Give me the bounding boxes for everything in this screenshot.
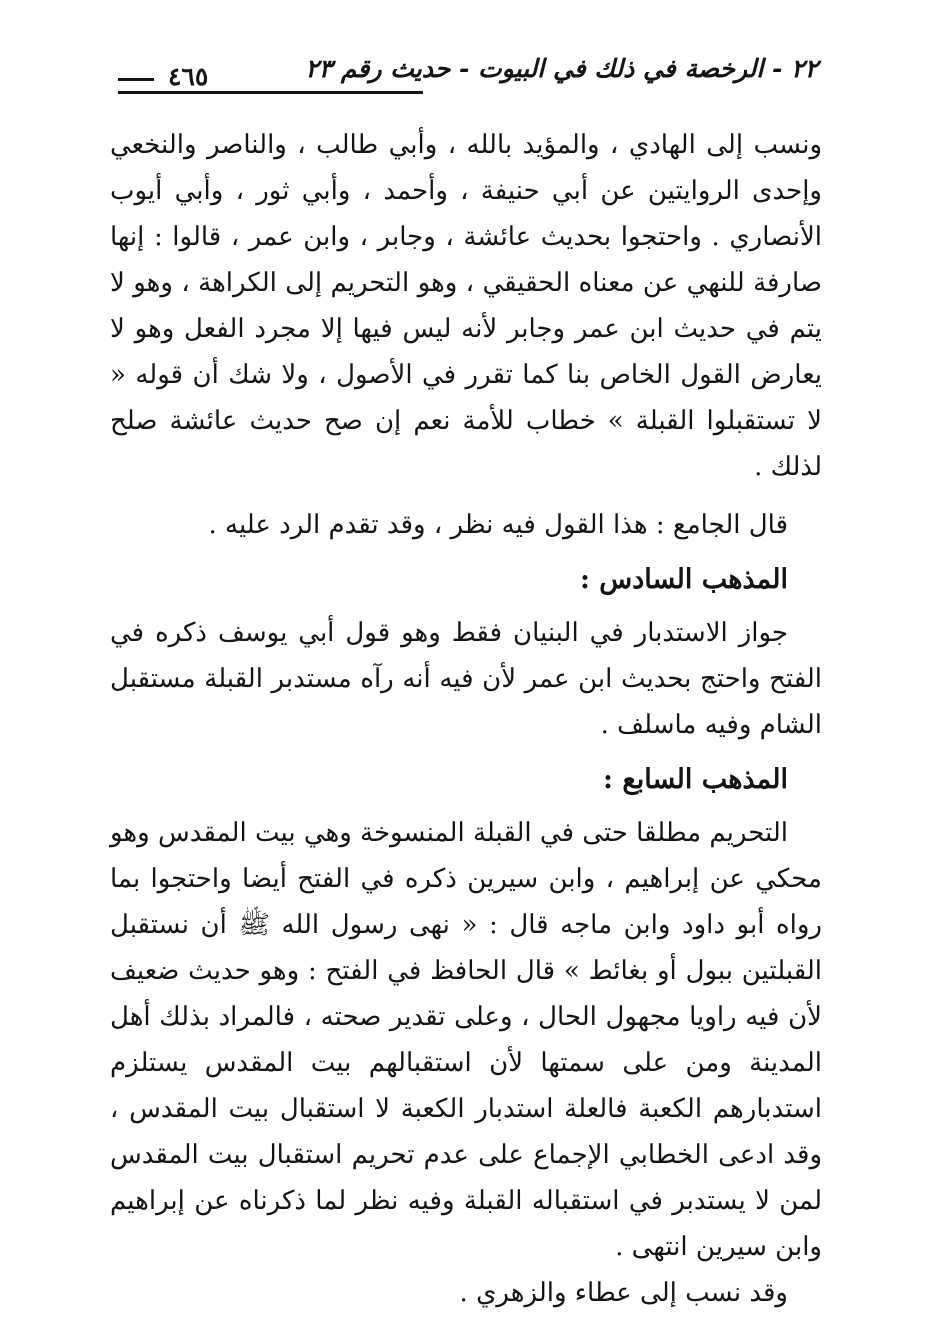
header-rule xyxy=(118,91,423,94)
paragraph-jami-comment: قال الجامع : هذا القول فيه نظر ، وقد تقدم الرد عليه . xyxy=(208,510,788,540)
chapter-title: ٢٢ - الرخصة في ذلك في البيوت - حديث رقم ٢٣ xyxy=(305,54,818,83)
running-header xyxy=(118,48,818,98)
header-dash xyxy=(118,78,154,81)
paragraph-madhhab-6: جواز الاستدبار في البنيان فقط وهو قول أبي يوسف ذكره في الفتح واحتج بحديث ابن عمر لأن فيه أنه رآه مستدبر القبلة مستقبل الشام وفيه ماسلف . xyxy=(110,618,822,740)
paragraph-madhhab-7: التحريم مطلقا حتى في القبلة المنسوخة وهي بيت المقدس وهو محكي عن إبراهيم ، وابن سيرين ذكره في الفتح أيضا واحتجوا بما رواه أبو داود وابن ماجه قال : « نهى رسول الله ﷺ أن نستقبل القبلتين ببول أو بغائط » قال الحافظ في الفتح : وهو حديث ضعيف لأن فيه راويا مجهول الحال ، وعلى تقدير صحته ، فالمراد بذلك أهل المدينة ومن على سمتها لأن استقبالهم بيت المقدس يستلزم استدبارهم الكعبة فالعلة استدبار الكعبة لا استقبال بيت المقدس ، وقد ادعى الخطابي الإجماع على عدم تحريم استقبال بيت المقدس لمن لا يستدبر في استقباله القبلة وفيه نظر لما ذكرناه عن إبراهيم وابن سيرين انتهى . xyxy=(110,818,822,1262)
page-number: ٤٦٥ xyxy=(160,62,216,91)
heading-madhhab-6: المذهب السادس : xyxy=(579,564,788,595)
heading-madhhab-7: المذهب السابع : xyxy=(603,764,788,795)
page-body xyxy=(110,122,822,1316)
paragraph-1: ونسب إلى الهادي ، والمؤيد بالله ، وأبي طالب ، والناصر والنخعي وإحدى الروايتين عن أبي حنيفة ، وأحمد ، وأبي ثور ، وأبي أيوب الأنصاري . واحتجوا بحديث عائشة ، وجابر ، وابن عمر ، قالوا : إنها صارفة للنهي عن معناه الحقيقي ، وهو التحريم إلى الكراهة ، وهو لا يتم في حديث ابن عمر وجابر لأنه ليس فيها إلا مجرد الفعل وهو لا يعارض القول الخاص بنا كما تقرر في الأصول ، ولا شك أن قوله « لا تستقبلوا القبلة » خطاب للأمة نعم إن صح حديث عائشة صلح لذلك . xyxy=(110,130,822,482)
paragraph-final: وقد نسب إلى عطاء والزهري . xyxy=(459,1278,788,1308)
